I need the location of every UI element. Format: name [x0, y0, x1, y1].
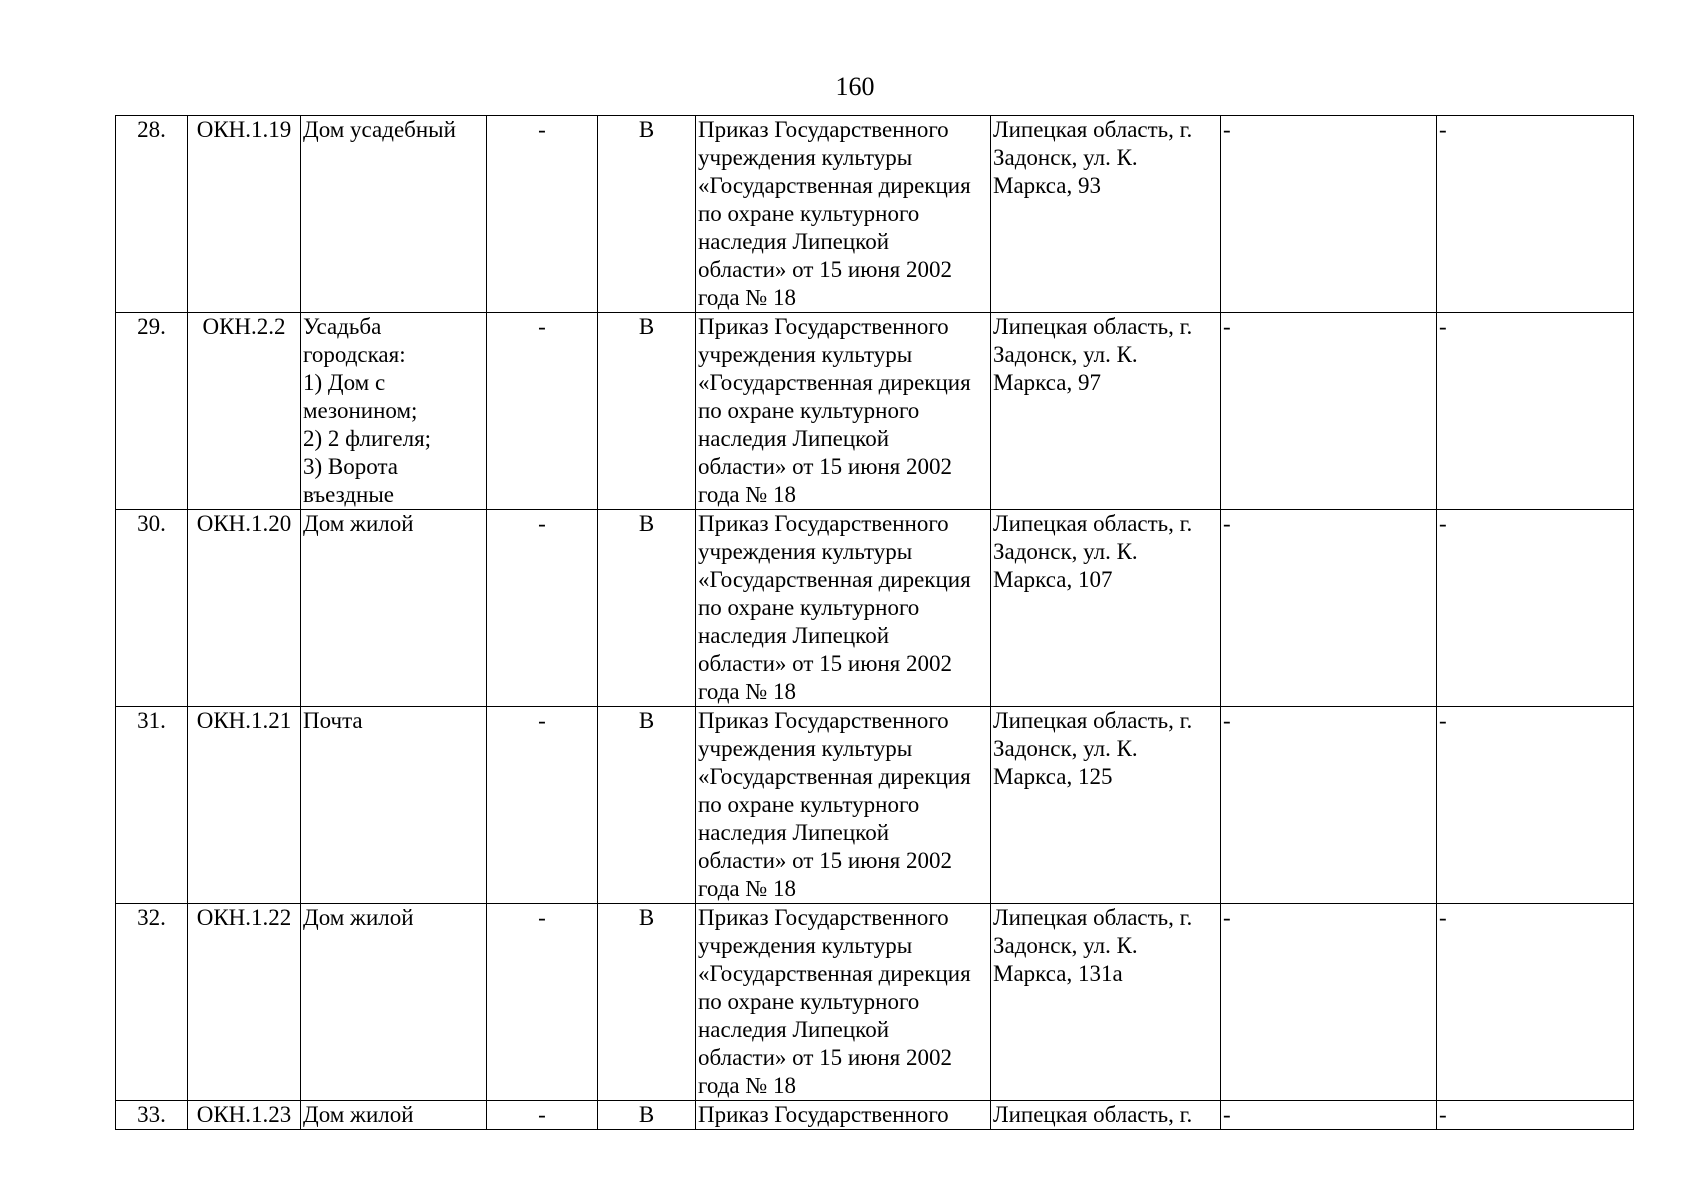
page-number: 160 — [835, 72, 875, 101]
table-row — [116, 1101, 1634, 1130]
address-cell: Липецкая область, г. — [991, 1101, 1221, 1130]
object-code-cell: ОКН.1.20 — [188, 510, 301, 707]
object-code-cell: ОКН.1.21 — [188, 707, 301, 904]
column-8-cell: - — [1221, 313, 1437, 510]
address-cell: Липецкая область, г. Задонск, ул. К. Маркса, 93 — [991, 116, 1221, 313]
object-code-cell: ОКН.2.2 — [188, 313, 301, 510]
column-9-cell: - — [1437, 904, 1634, 1101]
column-4-cell: - — [487, 116, 598, 313]
object-name-cell: Дом жилой — [301, 1101, 487, 1130]
row-number-cell: 33. — [116, 1101, 188, 1130]
column-4-cell: - — [487, 313, 598, 510]
address-cell: Липецкая область, г. Задонск, ул. К. Маркса, 131а — [991, 904, 1221, 1101]
table-row — [116, 904, 1634, 1101]
column-8-cell: - — [1221, 904, 1437, 1101]
column-8-cell: - — [1221, 707, 1437, 904]
object-code-cell: ОКН.1.22 — [188, 904, 301, 1101]
object-name-cell: Усадьба городская: 1) Дом с мезонином; 2) 2 флигеля; 3) Ворота въездные — [301, 313, 487, 510]
document-cell: Приказ Государственного учреждения культуры «Государственная дирекция по охране культурного наследия Липецкой области» от 15 июня 2002 года № 18 — [696, 116, 991, 313]
category-cell: В — [598, 904, 696, 1101]
column-8-cell: - — [1221, 1101, 1437, 1130]
column-4-cell: - — [487, 707, 598, 904]
object-name-cell: Дом жилой — [301, 510, 487, 707]
table-row — [116, 116, 1634, 313]
column-8-cell: - — [1221, 116, 1437, 313]
column-9-cell: - — [1437, 313, 1634, 510]
column-4-cell: - — [487, 510, 598, 707]
column-4-cell: - — [487, 1101, 598, 1130]
object-code-cell: ОКН.1.23 — [188, 1101, 301, 1130]
document-cell: Приказ Государственного — [696, 1101, 991, 1130]
row-number-cell: 30. — [116, 510, 188, 707]
heritage-registry-table — [115, 115, 1634, 1130]
row-number-cell: 32. — [116, 904, 188, 1101]
object-code-cell: ОКН.1.19 — [188, 116, 301, 313]
column-9-cell: - — [1437, 116, 1634, 313]
address-cell: Липецкая область, г. Задонск, ул. К. Маркса, 107 — [991, 510, 1221, 707]
category-cell: В — [598, 116, 696, 313]
column-4-cell: - — [487, 904, 598, 1101]
category-cell: В — [598, 510, 696, 707]
category-cell: В — [598, 707, 696, 904]
table-row — [116, 510, 1634, 707]
object-name-cell: Почта — [301, 707, 487, 904]
column-9-cell: - — [1437, 707, 1634, 904]
row-number-cell: 29. — [116, 313, 188, 510]
column-9-cell: - — [1437, 1101, 1634, 1130]
category-cell: В — [598, 1101, 696, 1130]
column-9-cell: - — [1437, 510, 1634, 707]
object-name-cell: Дом жилой — [301, 904, 487, 1101]
document-cell: Приказ Государственного учреждения культуры «Государственная дирекция по охране культурного наследия Липецкой области» от 15 июня 2002 года № 18 — [696, 707, 991, 904]
table-row — [116, 707, 1634, 904]
table-row — [116, 313, 1634, 510]
object-name-cell: Дом усадебный — [301, 116, 487, 313]
row-number-cell: 28. — [116, 116, 188, 313]
address-cell: Липецкая область, г. Задонск, ул. К. Маркса, 97 — [991, 313, 1221, 510]
document-cell: Приказ Государственного учреждения культуры «Государственная дирекция по охране культурного наследия Липецкой области» от 15 июня 2002 года № 18 — [696, 904, 991, 1101]
document-cell: Приказ Государственного учреждения культуры «Государственная дирекция по охране культурного наследия Липецкой области» от 15 июня 2002 года № 18 — [696, 510, 991, 707]
category-cell: В — [598, 313, 696, 510]
document-cell: Приказ Государственного учреждения культуры «Государственная дирекция по охране культурного наследия Липецкой области» от 15 июня 2002 года № 18 — [696, 313, 991, 510]
row-number-cell: 31. — [116, 707, 188, 904]
column-8-cell: - — [1221, 510, 1437, 707]
address-cell: Липецкая область, г. Задонск, ул. К. Маркса, 125 — [991, 707, 1221, 904]
